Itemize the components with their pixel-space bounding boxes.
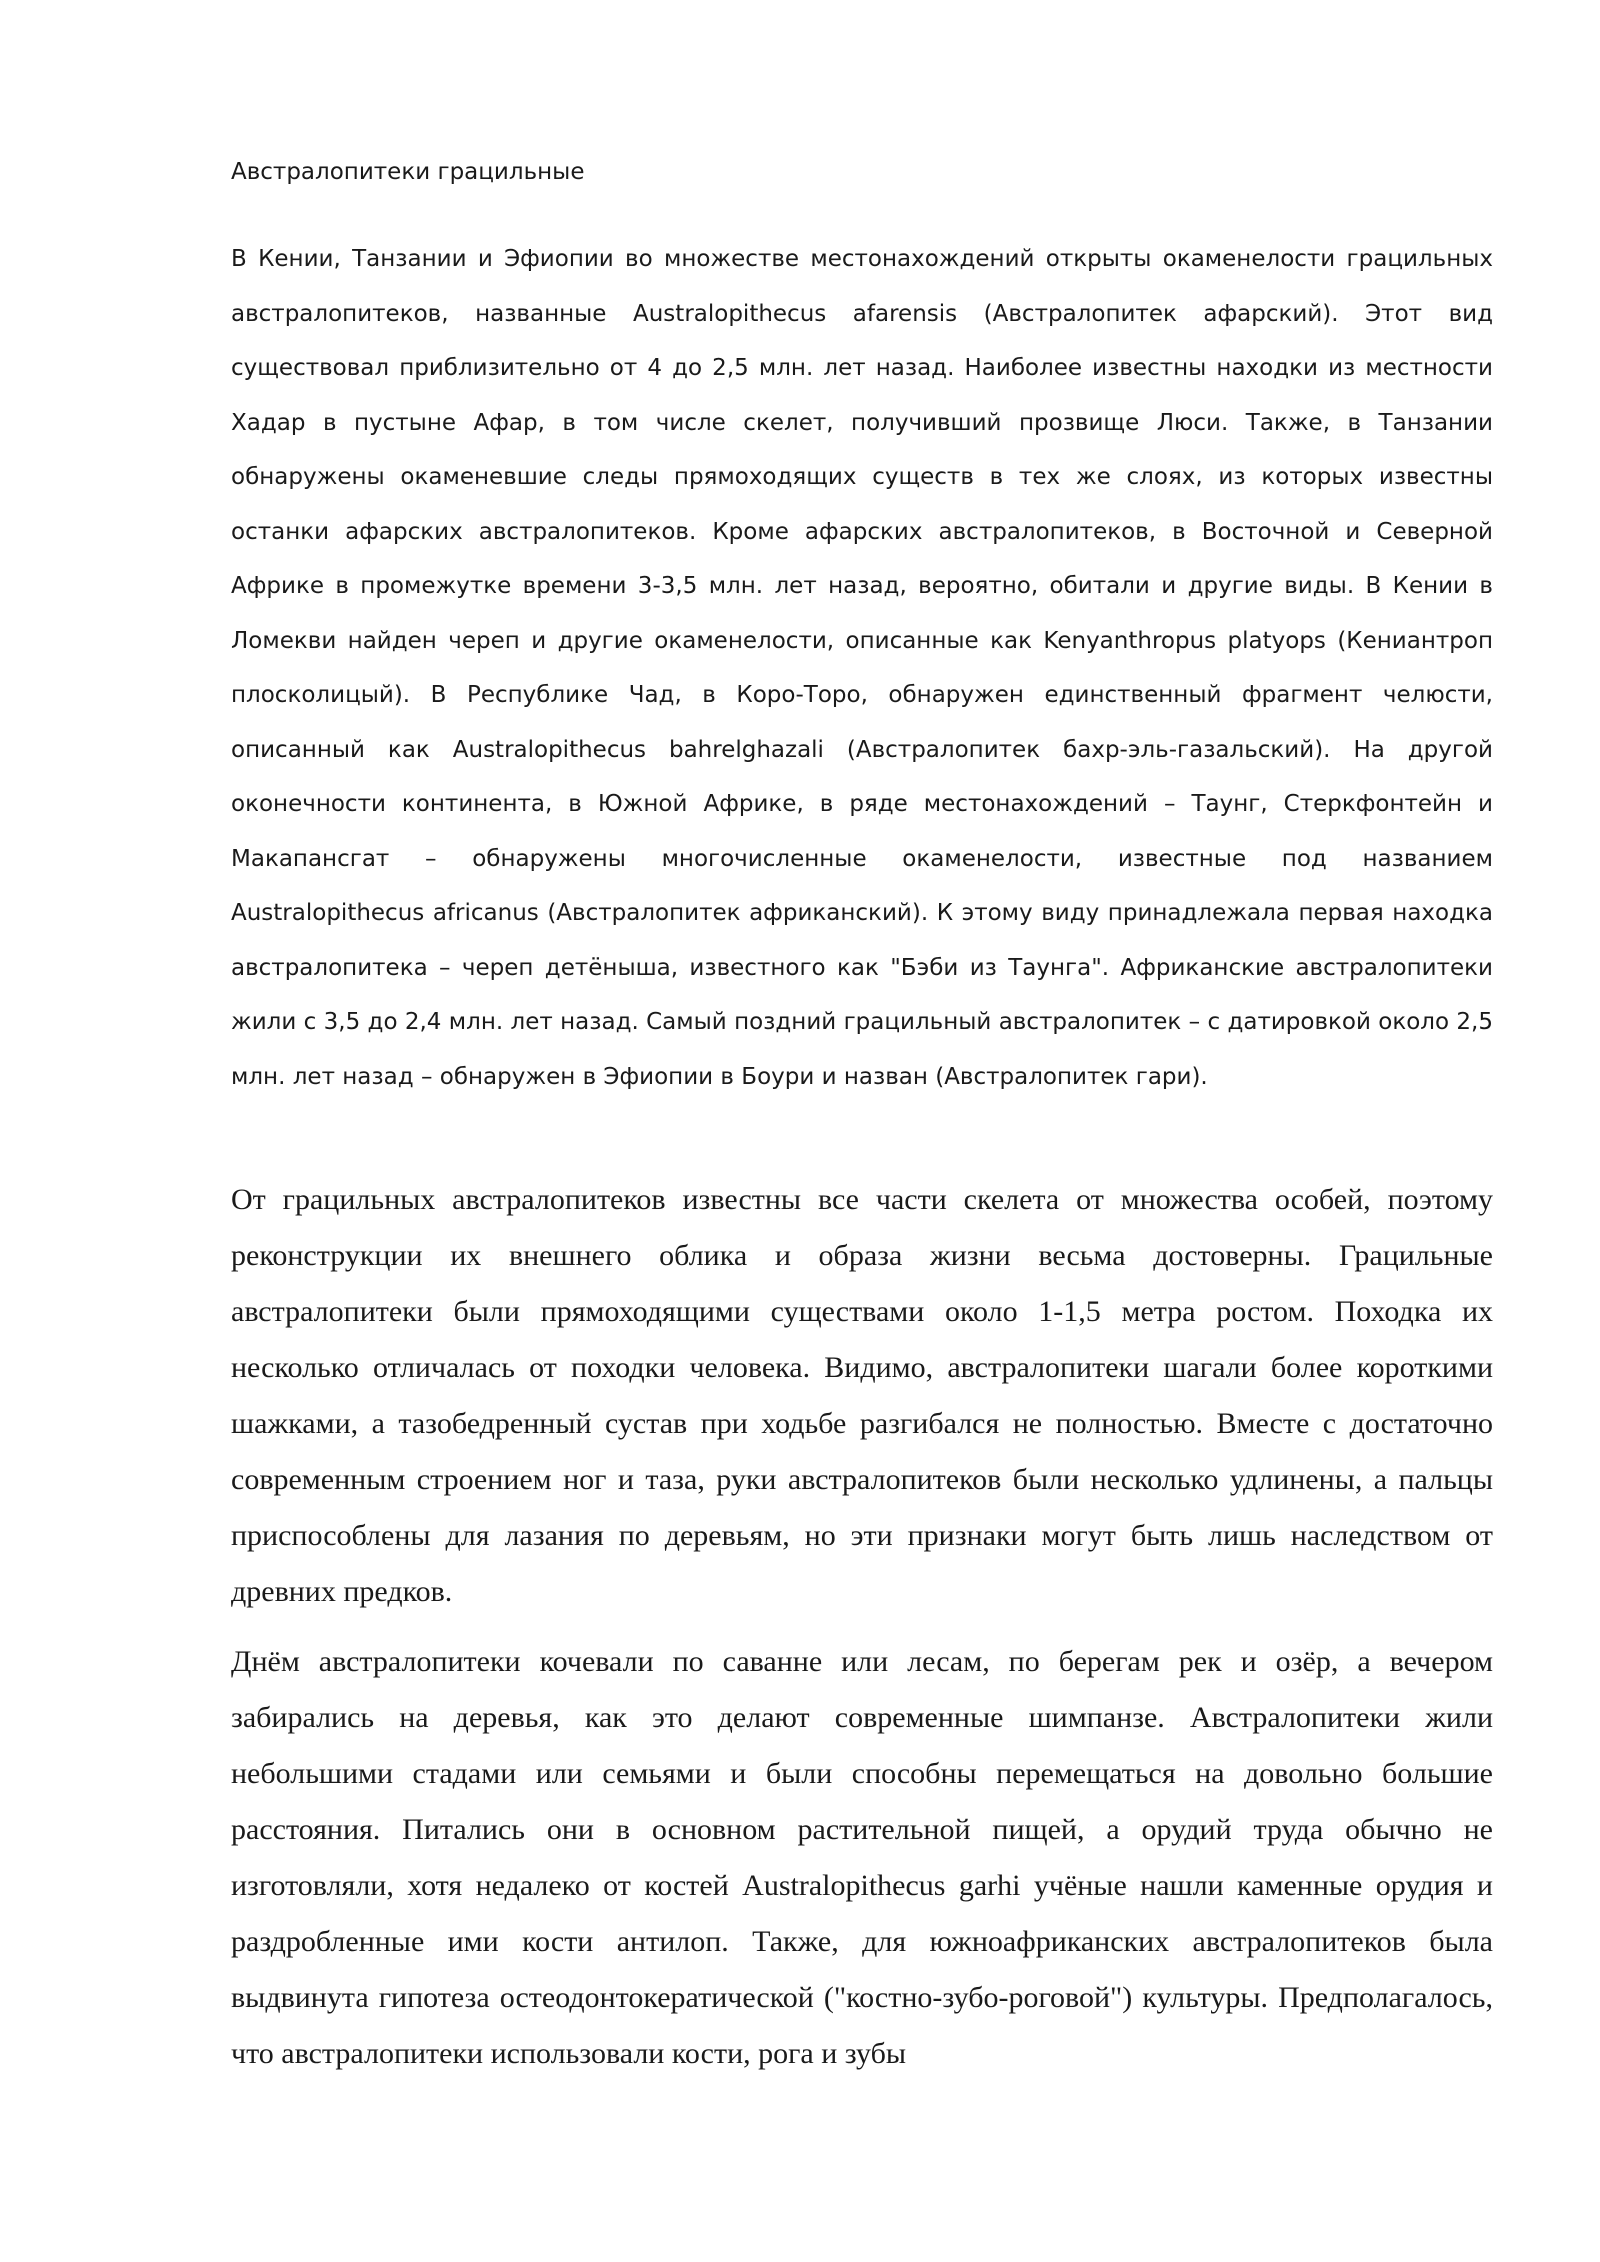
document-title: Австралопитеки грацильные xyxy=(231,159,585,185)
paragraph-3: Днём австралопитеки кочевали по саванне или лесам, по берегам рек и озёр, а вечером забирались на деревья, как это делают современные шимпанзе. Австралопитеки жили небольшими стадами или семьями и были способны перемещаться на довольно большие расстояния. Питались они в основном растительной пищей, а орудий труда обычно не изготовляли, хотя недалеко от костей Australopithecus garhi учёные нашли каменные орудия и раздробленные ими кости антилоп. Также, для южноафриканских австралопитеков была выдвинута гипотеза остеодонтокератической ("костно-зубо-роговой") культуры. Предполагалось, что австралопитеки использовали кости, рога и зубы xyxy=(231,1645,1493,2070)
paragraph-2: От грацильных австралопитеков известны все части скелета от множества особей, поэтому реконструкции их внешнего облика и образа жизни весьма достоверны. Грацильные австралопитеки были прямоходящими существами около 1-1,5 метра ростом. Походка их несколько отличалась от походки человека. Видимо, австралопитеки шагали более короткими шажками, а тазобедренный сустав при ходьбе разгибался не полностью. Вместе с достаточно современным строением ног и таза, руки австралопитеков были несколько удлинены, а пальцы приспособлены для лазания по деревьям, но эти признаки могут быть лишь наследством от древних предков. xyxy=(231,1183,1493,1608)
paragraph-1: В Кении, Танзании и Эфиопии во множестве местонахождений открыты окаменелости грацильных австралопитеков, названные Australopithecus afarensis (Австралопитек афарский). Этот вид существовал приблизительно от 4 до 2,5 млн. лет назад. Наиболее известны находки из местности Хадар в пустыне Афар, в том числе скелет, получивший прозвище Люси. Также, в Танзании обнаружены окаменевшие следы прямоходящих существ в тех же слоях, из которых известны останки афарских австралопитеков. Кроме афарских австралопитеков, в Восточной и Северной Африке в промежутке времени 3-3,5 млн. лет назад, вероятно, обитали и другие виды. В Кении в Ломекви найден череп и другие окаменелости, описанные как Kenyanthropus platyops (Кениантроп плосколицый). В Республике Чад, в Коро-Торо, обнаружен единственный фрагмент челюсти, описанный как Australopithecus bahrelghazali (Австралопитек бахр-эль-газальский). На другой оконечности континента, в Южной Африке, в ряде местонахождений – Таунг, Стеркфонтейн и Макапансгат – обнаружены многочисленные окаменелости, известные под названием Australopithecus africanus (Австралопитек африканский). К этому виду принадлежала первая находка австралопитека – череп детёныша, известного как "Бэби из Таунга". Африканские австралопитеки жили с 3,5 до 2,4 млн. лет назад. Самый поздний грацильный австралопитек – с датировкой около 2,5 млн. лет назад – обнаружен в Эфиопии в Боури и назван (Австралопитек гари). xyxy=(231,246,1493,1090)
